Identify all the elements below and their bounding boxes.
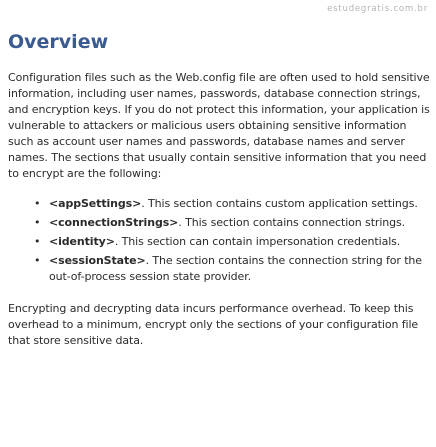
bullet-icon: • — [34, 197, 41, 210]
list-item-identity — [34, 234, 424, 250]
section-description: . The section contains the connection string for the out-of-process session state provider. — [49, 254, 422, 283]
section-tag: <connectionStrings> — [49, 216, 179, 229]
section-tag: <identity> — [49, 235, 115, 248]
section-description: . This section contains connection strings. — [178, 216, 406, 229]
page-title: Overview — [8, 31, 109, 53]
bullet-icon: • — [34, 235, 41, 248]
watermark: estudegratis.com.br — [327, 4, 428, 14]
list-item-sessionstate — [34, 253, 424, 285]
section-description: . This section contains custom application settings. — [141, 197, 418, 210]
bullet-icon: • — [34, 216, 41, 229]
list-item-connectionstrings — [34, 215, 424, 231]
section-tag: <appSettings> — [49, 197, 142, 210]
section-description: . This section can contain impersonation credentials. — [114, 235, 401, 248]
document-body — [8, 30, 430, 349]
section-list — [34, 196, 424, 285]
list-item-appsettings — [34, 196, 424, 212]
bullet-icon: • — [34, 254, 41, 267]
closing-paragraph: Encrypting and decrypting data incurs performance overhead. To keep this overhead to a minimum, encrypt only the sections of your configuration file that store sensitive data. — [8, 302, 419, 347]
intro-paragraph: Configuration files such as the Web.config file are often used to hold sensitive information, including user names, passwords, database connection strings, and encryption keys. If you do not protect this information, your application is vulnerable to attackers or malicious users obtaining sensitive information such as account user names and passwords, database names and server names. The sections that usually contain sensitive information that you need to encrypt are the following: — [8, 71, 430, 180]
section-tag: <sessionState> — [49, 254, 146, 267]
